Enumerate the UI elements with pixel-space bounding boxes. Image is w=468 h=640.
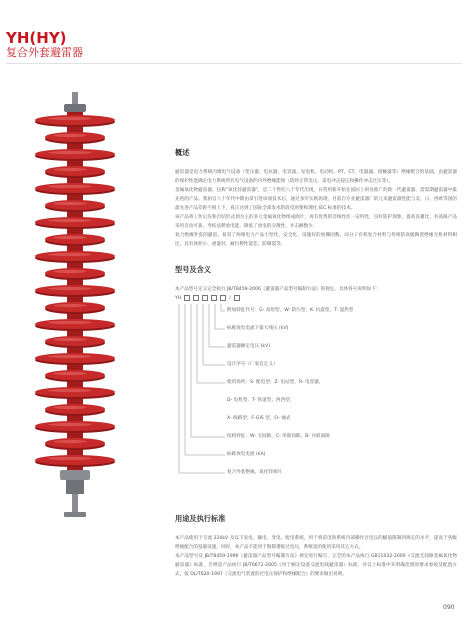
overview-section — [175, 148, 457, 249]
model-code-box — [234, 295, 240, 301]
model-intro: 本产品型号定义完全执行 JB/T8459-2006《避雷器产品型号编制方法》的规定，具体各号说明如下： — [175, 287, 381, 292]
model-code-slash: / — [229, 296, 231, 301]
shed-highlight — [48, 253, 92, 256]
model-code-meaning: 标称放电电流下最大残压 (kV) — [227, 326, 289, 331]
header-divider — [6, 63, 462, 64]
model-code-meaning: 标称放电电流 (kA) — [227, 452, 266, 457]
page-title: YH(HY) — [6, 29, 67, 47]
model-code-meaning: D- 电机型，T- 铁道型；西西型， — [227, 398, 295, 403]
shed-highlight — [48, 219, 92, 222]
usage-paragraph: 本产品型号及 JB/T8459-1996《避雷器产品型号编制方法》规定进行编写，完全的本产品执行 GB11032-2000《交流无间隙金属氧化物避雷器》标准，否则适产品执行 JB/T6672-2005《用于额定设备交流电线避雷器》标准。对以上标准中未明确范围的要求参按及配置方式，按 DL/T620-1997《交流电气装置的过电压保护和绝缘配合》的要求做出说明。 — [175, 554, 457, 577]
shed-highlight — [54, 304, 87, 307]
top-terminal — [72, 92, 78, 106]
model-code-box — [184, 295, 190, 301]
usage-section — [175, 514, 457, 579]
model-code-box — [202, 295, 208, 301]
model-code-meaning: X- 线路型；F-GIS 型，O- 抽式 — [227, 416, 291, 421]
model-code — [175, 294, 457, 303]
usage-heading: 用途及执行标准 — [175, 514, 226, 523]
main-content — [175, 148, 457, 579]
model-code-tree — [175, 304, 457, 486]
model-code-meaning: 设计序号（厂家自定义） — [227, 362, 278, 367]
model-code-box — [220, 295, 226, 301]
surge-arrester-image — [12, 92, 132, 532]
shed-highlight — [48, 321, 92, 324]
model-section — [175, 265, 457, 486]
shed-highlight — [48, 287, 92, 290]
shed-highlight — [54, 440, 87, 443]
model-code-meaning: 避雷器额定电压 (kV) — [227, 344, 271, 349]
base-collar — [66, 480, 84, 494]
page-subtitle: 复合外套避雷器 — [6, 46, 83, 59]
shed-highlight — [48, 355, 92, 358]
shed-highlight — [48, 185, 92, 188]
overview-paragraph: 复合绝缘外套的避雷，易双了两相电力产品小型化、安全化、设施好的放操固数。而分子有机复合材料与传统的高级陶瓷绝缘无机材料相比，具有体积小、重量轻、耐污秽性能佳、防爆裂等。 — [175, 233, 457, 247]
shed-highlight — [54, 134, 87, 137]
page-number: 090 — [443, 604, 455, 611]
model-code-boxes — [183, 296, 228, 301]
bottom-terminal — [72, 494, 78, 514]
overview-paragraph: 金属氧化物避雷器，包称"氧化锌避雷器"，是二十世纪八十年代出现，日常用新开始在国际上研及推广的新一代避雷器，需需期避雷器中最先进的产品。我厨自八十年代中期由拿引进该项技术后，通过多年实践再现，目前自专业避雷器厂的元来避雷器性能与美、日、西欧等国的最先进产品差距不相上下，真正达到了国际全部发术阶段电的要和理化 IEC 标准的技术。 — [175, 188, 457, 211]
shed-highlight — [48, 457, 92, 460]
model-code-connector-lines — [175, 304, 235, 486]
model-code-box — [211, 295, 217, 301]
shed-highlight — [48, 117, 92, 120]
top-cap — [64, 104, 86, 112]
shed-highlight — [48, 423, 92, 426]
overview-heading: 概述 — [175, 148, 190, 157]
model-code-box — [193, 295, 199, 301]
shed-highlight — [54, 372, 87, 375]
shed-highlight — [54, 338, 87, 341]
model-code-boxes — [232, 296, 241, 301]
model-code-prefix: YH — [175, 296, 182, 301]
model-code-meaning: 结构特征：W- 无间隙，C- 串联间隙，B- 并联间隙 — [227, 434, 330, 439]
shed-highlight — [54, 202, 87, 205]
base-plate — [64, 512, 86, 517]
overview-paragraph: 该产品将工作后先和否结形式划为主的多元金属氧化物组成阀片，再有优秀的非线性伏一安特性，良好防护现象，提高良蓄比，有高限产品采用自动可靠，寿结法释放电能，降低了放电的分散性，并击额数少。 — [175, 215, 457, 229]
model-code-meaning: 使用场所：S- 配电型；Z- 电站型，R- 电容器， — [227, 380, 324, 385]
shed-highlight — [48, 151, 92, 154]
usage-paragraph: 本产品使用于交流 220kV 及以下发电、输电、变电、配电系统，用于将雷电和系统内部操作过电压的幅值限制到规定的水平，提高于各级绝缘配合的基础设施，同时，本产品不能用于限制谐振过电压，系统宽的使用采用其它方式。 — [175, 536, 457, 550]
shed-highlight — [48, 389, 92, 392]
shed-highlight — [54, 270, 87, 273]
model-code-meaning: 附加特征代号：G- 高原型，W- 防污型，K- 抗震型，T- 湿热型 — [227, 308, 354, 313]
shed-highlight — [54, 168, 87, 171]
model-heading: 型号及含义 — [175, 265, 211, 274]
shed-highlight — [54, 406, 87, 409]
base-flange — [60, 470, 90, 480]
surge-arrester-graphic — [12, 92, 132, 532]
model-code-meaning: 复合外套绝缘、氧化锌阀片 — [227, 470, 283, 475]
overview-paragraph: 避雷器是电力系统内微电气设备（变压器、电抗器、电容器、发电机、电动机、PT、CT、电器器、接触器等）绝缘配合的基础，由避雷器的保护性能确定电力系统所有电气设备的内外绝缘能保（防时正常电压、雷电冲击侵压和操作冲击过压等）。 — [175, 170, 457, 184]
shed-highlight — [54, 236, 87, 239]
